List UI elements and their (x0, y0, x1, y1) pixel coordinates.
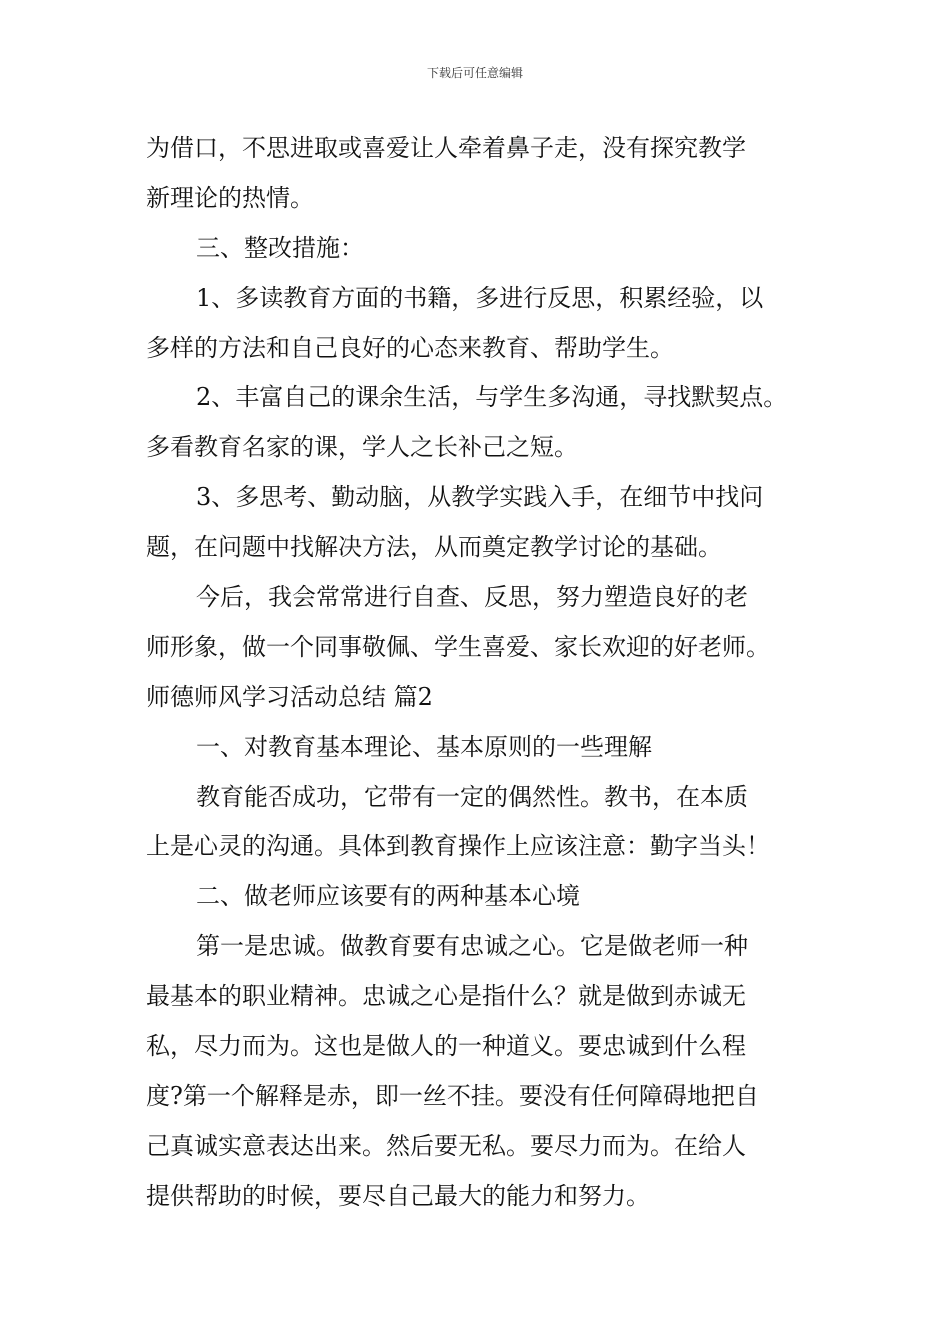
text-line: 第一是忠诚。做教育要有忠诚之心。它是做老师一种 (196, 932, 748, 961)
text-line: 今后，我会常常进行自查、反思，努力塑造良好的老 (196, 583, 748, 612)
text-line: 师形象，做一个同事敬佩、学生喜爱、家长欢迎的好老师。 (146, 632, 770, 661)
text-line: 提供帮助的时候，要尽自己最大的能力和努力。 (146, 1181, 650, 1210)
text-line: 上是心灵的沟通。具体到教育操作上应该注意：勤字当头！ (146, 832, 770, 861)
page-header: 下载后可任意编辑 (426, 66, 523, 80)
text-line: 教育能否成功，它带有一定的偶然性。教书，在本质 (196, 782, 748, 811)
text-line: 多看教育名家的课，学人之长补己之短。 (146, 433, 578, 462)
text-line: 多样的方法和自己良好的心态来教育、帮助学生。 (146, 333, 674, 362)
text-line: 1、多读教育方面的书籍，多进行反思，积累经验，以 (196, 283, 764, 312)
section-heading: 二、做老师应该要有的两种基本心境 (196, 882, 580, 911)
text-line: 度?第一个解释是赤，即一丝不挂。要没有任何障碍地把自 (146, 1081, 759, 1110)
text-line: 私，尽力而为。这也是做人的一种道义。要忠诚到什么程 (146, 1032, 746, 1061)
section-heading: 一、对教育基本理论、基本原则的一些理解 (196, 732, 652, 761)
section-heading: 三、整改措施： (196, 233, 364, 262)
text-line: 己真诚实意表达出来。然后要无私。要尽力而为。在给人 (146, 1131, 746, 1160)
document-body (146, 124, 826, 1222)
document-title: 师德师风学习活动总结 篇2 (146, 682, 433, 711)
text-line: 新理论的热情。 (146, 183, 314, 212)
text-line: 题，在问题中找解决方法，从而奠定教学讨论的基础。 (146, 533, 722, 562)
text-line: 2、丰富自己的课余生活，与学生多沟通，寻找默契点。 (196, 383, 788, 412)
text-line: 3、多思考、勤动脑，从教学实践入手，在细节中找问 (196, 483, 764, 512)
text-line: 为借口，不思进取或喜爱让人牵着鼻子走，没有探究教学 (146, 134, 746, 162)
text-line: 最基本的职业精神。忠诚之心是指什么？就是做到赤诚无 (146, 982, 746, 1011)
